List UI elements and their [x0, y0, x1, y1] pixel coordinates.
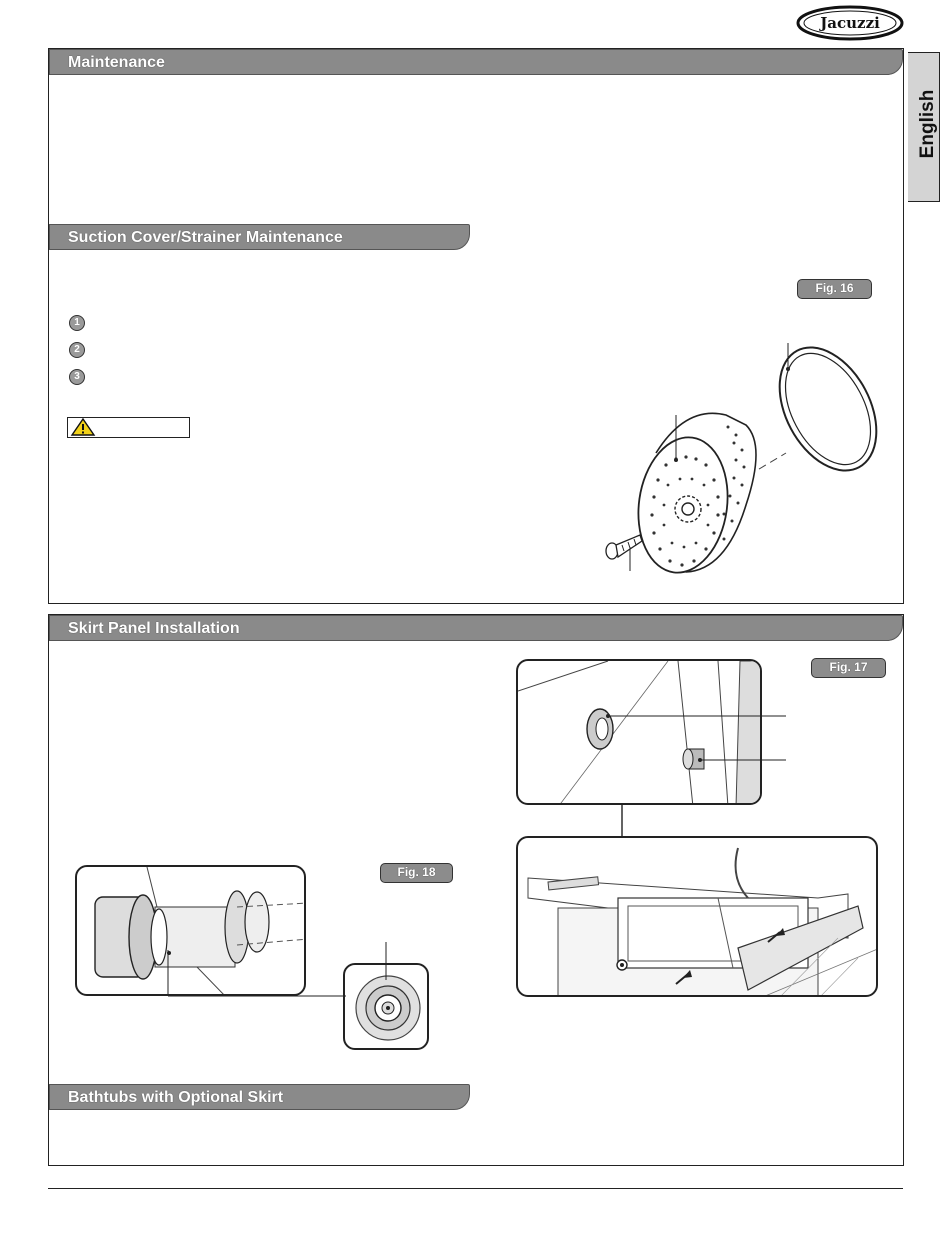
step-1-badge: 1 — [69, 315, 85, 331]
jacuzzi-logo — [796, 5, 904, 41]
suction-header: Suction Cover/Strainer Maintenance — [49, 224, 470, 250]
screw-icon — [606, 535, 642, 571]
fig-16-strainer-illustration — [596, 335, 886, 585]
step-3-badge: 3 — [69, 369, 85, 385]
optional-skirt-header: Bathtubs with Optional Skirt — [49, 1084, 470, 1110]
fig-17-bathtub-frame — [516, 836, 878, 997]
language-tab — [908, 52, 940, 202]
footer-divider — [48, 1188, 903, 1189]
skirt-header: Skirt Panel Installation — [49, 615, 903, 641]
caution-box — [67, 417, 190, 438]
fig-18-callouts — [160, 940, 400, 1000]
fig-16-label: Fig. 16 — [797, 279, 872, 299]
fig-17-label: Fig. 17 — [811, 658, 886, 678]
fig-18-label: Fig. 18 — [380, 863, 453, 883]
warning-icon — [70, 418, 96, 436]
logo-text: Jacuzzi — [820, 14, 880, 32]
maintenance-header: Maintenance — [49, 49, 903, 75]
step-2-badge: 2 — [69, 342, 85, 358]
language-label: English — [917, 89, 938, 159]
